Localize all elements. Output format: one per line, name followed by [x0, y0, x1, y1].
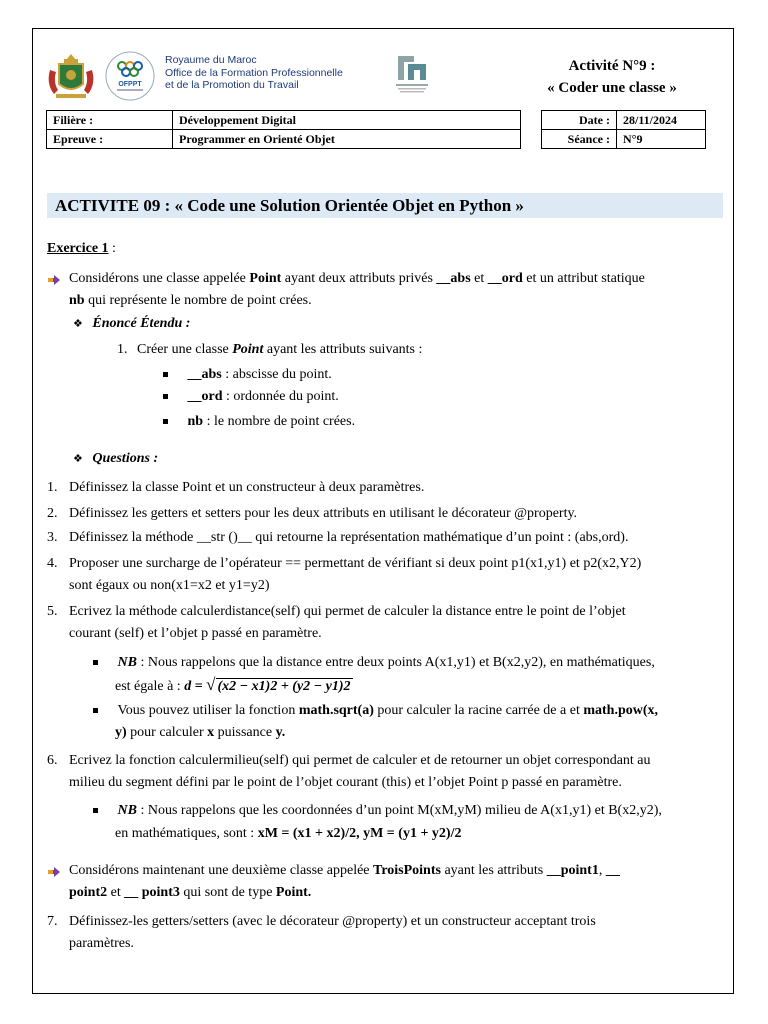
- second-class-text: ,: [598, 863, 606, 878]
- org-name-block: [165, 54, 343, 92]
- tip-bold: y): [115, 725, 127, 740]
- attr-name: __ord: [187, 389, 223, 404]
- question-text: Définissez les getters et setters pour les deux attributs en utilisant le décorateur @property.: [69, 506, 578, 521]
- meta-row-filiere: [47, 111, 521, 130]
- meta-value: Programmer en Orienté Objet: [173, 130, 521, 149]
- question-2: [47, 505, 578, 523]
- meta-table-left: [46, 110, 521, 149]
- formula-eq: =: [191, 679, 207, 694]
- intro-text: qui représente le nombre de point crées.: [84, 293, 312, 308]
- second-class-text: et: [107, 885, 125, 900]
- org-line-3: et de la Promotion du Travail: [165, 79, 299, 91]
- formula-radicand: (x2 − x1)2 + (y2 − y1)2: [217, 679, 351, 694]
- square-bullet-icon: [163, 419, 168, 424]
- meta-value: Développement Digital: [173, 111, 521, 130]
- square-bullet-icon: [93, 660, 98, 665]
- second-class-line-2: [69, 884, 311, 902]
- enonce-heading: [73, 315, 190, 333]
- formula: xM = (x1 + x2)/2, yM = (y1 + y2)/2: [257, 826, 462, 841]
- band-title: ACTIVITE 09 : « Code une Solution Orientée Objet en Python »: [55, 196, 524, 215]
- q5-note: [93, 654, 655, 672]
- attr-desc: : abscisse du point.: [221, 367, 332, 382]
- morocco-coat-of-arms-logo: [44, 50, 98, 102]
- intro-bold: __ord: [487, 271, 523, 286]
- step-text: ayant les attributs suivants :: [263, 342, 423, 357]
- ofppt-logo-label: OFPPT: [118, 81, 142, 88]
- intro-bold: Point: [249, 271, 282, 286]
- question-5: [47, 603, 626, 621]
- q5-tip-continued: [115, 724, 285, 742]
- question-4: [47, 555, 642, 573]
- question-text-continued: courant (self) et l’objet p passé en paramètre.: [69, 626, 322, 641]
- note-text: en mathématiques, sont :: [115, 826, 258, 841]
- tip-text: pour calculer: [126, 725, 208, 740]
- meta-row-date: [542, 111, 706, 130]
- question-number: 4.: [47, 556, 58, 571]
- meta-label: Epreuve :: [47, 130, 173, 149]
- q6-note-formula-line: [115, 825, 461, 843]
- question-text: Proposer une surcharge de l’opérateur == permettant de vérifiant si deux point p1(x1,y1) et p2(x2,Y2): [69, 556, 642, 571]
- second-class-bold: __ point3: [124, 885, 180, 900]
- question-3: [47, 529, 629, 547]
- step-1: [117, 341, 422, 359]
- question-text: Ecrivez la méthode calculerdistance(self) qui permet de calculer la distance entre le point de l’objet: [69, 604, 626, 619]
- exercise-title-text: Exercice 1: [47, 241, 109, 256]
- arrow-bullet-icon: [47, 274, 61, 286]
- meta-table-right: [541, 110, 706, 149]
- note-text: : Nous rappelons que la distance entre deux points A(x1,y1) et B(x2,y2), en mathématiques,: [136, 655, 655, 670]
- question-text: Définissez la classe Point et un constructeur à deux paramètres.: [69, 480, 425, 495]
- second-class-bold: point2: [69, 885, 108, 900]
- note-label: NB: [117, 803, 137, 818]
- activity-header: [520, 55, 704, 99]
- question-text: Définissez la méthode __str ()__ qui retourne la représentation mathématique d’un point : (abs,ord).: [69, 530, 629, 545]
- question-text-continued: paramètres.: [69, 936, 134, 951]
- q5-note-formula-line: [115, 676, 353, 696]
- question-number: 7.: [47, 914, 58, 929]
- question-text-continued: milieu du segment défini par le point de l’objet courant (this) et l’objet Point p passé en paramètre.: [69, 775, 622, 790]
- org-line-2: Office de la Formation Professionnelle: [165, 66, 343, 79]
- step-text: Créer une classe: [137, 342, 233, 357]
- intro-line-1: [69, 270, 645, 288]
- question-text: Définissez-les getters/setters (avec le décorateur @property) et un constructeur acceptant trois: [69, 914, 596, 929]
- attr-name: __abs: [187, 367, 222, 382]
- question-1: [47, 479, 425, 497]
- attr-item: [163, 413, 355, 431]
- note-text: : Nous rappelons que les coordonnées d’un point M(xM,yM) milieu de A(x1,y1) et B(x2,y2),: [136, 803, 662, 818]
- tip-bold: math.sqrt(a): [298, 703, 374, 718]
- question-number: 2.: [47, 506, 58, 521]
- step-bold: Point: [232, 342, 264, 357]
- step-number: 1.: [117, 342, 128, 357]
- tip-bold: y.: [275, 725, 286, 740]
- second-class-bold: __point1: [546, 863, 599, 878]
- sqrt-icon: √: [206, 675, 216, 694]
- q5-tip: [93, 702, 658, 720]
- intro-text: Considérons une classe appelée: [69, 271, 250, 286]
- tip-text: puissance: [214, 725, 276, 740]
- question-text-continued: sont égaux ou non(x1=x2 et y1=y2): [69, 578, 270, 593]
- second-class-bold: Point.: [275, 885, 312, 900]
- question-number: 1.: [47, 480, 58, 495]
- q6-note: [93, 802, 662, 820]
- question-text: Ecrivez la fonction calculermilieu(self) qui permet de calculer et de retourner un objet correspondant au: [69, 753, 651, 768]
- attr-item: [163, 388, 339, 406]
- question-7: [47, 913, 596, 931]
- intro-text: et un attribut statique: [522, 271, 645, 286]
- square-bullet-icon: [163, 394, 168, 399]
- note-label: NB: [117, 655, 137, 670]
- second-class-text: ayant les attributs: [440, 863, 547, 878]
- intro-bold: __abs: [436, 271, 471, 286]
- tip-text: Vous pouvez utiliser la fonction: [117, 703, 299, 718]
- activity-title: Activité N°9 :: [568, 58, 656, 74]
- arrow-bullet-icon: [47, 866, 61, 878]
- second-class-text: Considérons maintenant une deuxième classe appelée: [69, 863, 374, 878]
- attr-desc: : le nombre de point crées.: [203, 414, 356, 429]
- question-number: 5.: [47, 604, 58, 619]
- attr-name: nb: [187, 414, 204, 429]
- square-bullet-icon: [163, 372, 168, 377]
- attr-desc: : ordonnée du point.: [222, 389, 339, 404]
- intro-text: ayant deux attributs privés: [281, 271, 437, 286]
- formula-lhs: d: [184, 679, 192, 694]
- second-class-bold: TroisPoints: [373, 863, 441, 878]
- enonce-label: Énoncé Étendu :: [92, 316, 191, 331]
- questions-label: Questions :: [92, 451, 159, 466]
- square-bullet-icon: [93, 808, 98, 813]
- tip-text: pour calculer la racine carrée de a et: [373, 703, 584, 718]
- question-number: 3.: [47, 530, 58, 545]
- ofppt-logo: [103, 50, 157, 102]
- intro-bold: nb: [69, 293, 85, 308]
- exercise-title-suffix: :: [108, 241, 116, 256]
- questions-heading: [73, 450, 158, 468]
- square-bullet-icon: [93, 708, 98, 713]
- question-6: [47, 752, 651, 770]
- meta-value: 28/11/2024: [617, 111, 706, 130]
- diamond-bullet-icon: ❖: [73, 453, 83, 465]
- ministry-logo: [392, 50, 432, 98]
- tip-bold: math.pow(x,: [583, 703, 659, 718]
- second-class-bold: __: [605, 863, 620, 878]
- meta-label: Date :: [542, 111, 617, 130]
- second-class-text: qui sont de type: [179, 885, 276, 900]
- activity-title-band: [47, 193, 723, 218]
- activity-subtitle: « Coder une classe »: [547, 80, 677, 96]
- meta-label: Filière :: [47, 111, 173, 130]
- attr-item: [163, 366, 332, 384]
- tip-bold: x: [207, 725, 215, 740]
- intro-line-2: [69, 292, 312, 310]
- meta-row-epreuve: [47, 130, 521, 149]
- meta-row-seance: [542, 130, 706, 149]
- intro-text: et: [470, 271, 488, 286]
- meta-value: N°9: [617, 130, 706, 149]
- exercise-title: [47, 240, 116, 258]
- diamond-bullet-icon: ❖: [73, 318, 83, 330]
- question-number: 6.: [47, 753, 58, 768]
- note-text: est égale à :: [115, 679, 185, 694]
- org-line-1: Royaume du Maroc: [165, 54, 257, 66]
- meta-label: Séance :: [542, 130, 617, 149]
- second-class-line-1: [69, 862, 620, 880]
